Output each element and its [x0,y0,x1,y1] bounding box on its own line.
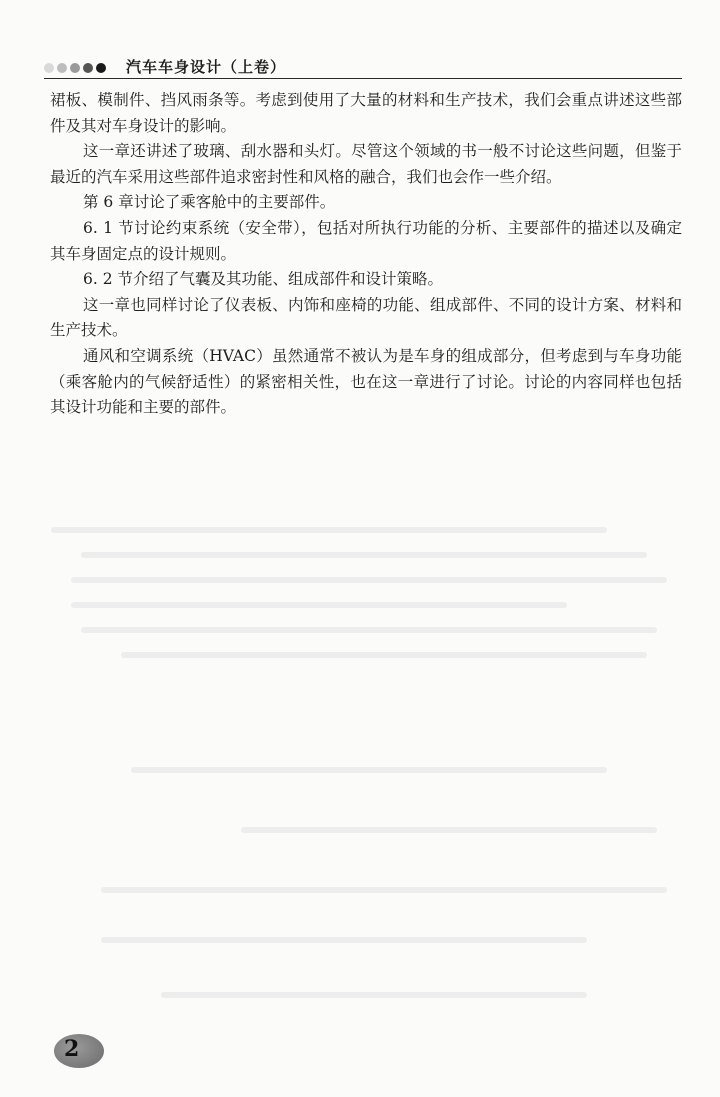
paragraph: 这一章还讲述了玻璃、刮水器和头灯。尽管这个领域的书一般不讨论这些问题，但鉴于最近的汽车采用这些部件追求密封性和风格的融合，我们也会作一些介绍。 [50,142,682,186]
header-dot [83,63,93,73]
paragraph: 通风和空调系统（HVAC）虽然通常不被认为是车身的组成部分，但考虑到与车身功能（乘客舱内的气候舒适性）的紧密相关性，也在这一章进行了讨论。讨论的内容同样也包括其设计功能和主要的部件。 [50,346,682,417]
header-dot [44,63,54,73]
paragraph: 6. 2 节介绍了气囊及其功能、组成部件和设计策略。 [83,270,444,289]
paragraph: 裙板、模制件、挡风雨条等。考虑到使用了大量的材料和生产技术，我们会重点讲述这些部件及其对车身设计的影响。 [50,91,682,135]
header-dot [70,63,80,73]
paragraph: 这一章也同样讨论了仪表板、内饰和座椅的功能、组成部件、不同的设计方案、材料和生产技术。 [50,295,682,340]
body-text [50,88,682,421]
paragraph: 6. 1 节讨论约束系统（安全带），包括对所执行功能的分析、主要部件的描述以及确定其车身固定点的设计规则。 [50,218,682,263]
header-dot [57,63,67,73]
header-rule [44,78,682,79]
header-dots [44,63,106,73]
book-title: 汽车车身设计（上卷） [126,58,287,76]
paragraph: 第 6 章讨论了乘客舱中的主要部件。 [83,193,336,212]
page-number: 2 [64,1036,80,1062]
header-dot [96,63,106,73]
show-through-texture [44,470,684,1030]
running-header [44,56,682,80]
